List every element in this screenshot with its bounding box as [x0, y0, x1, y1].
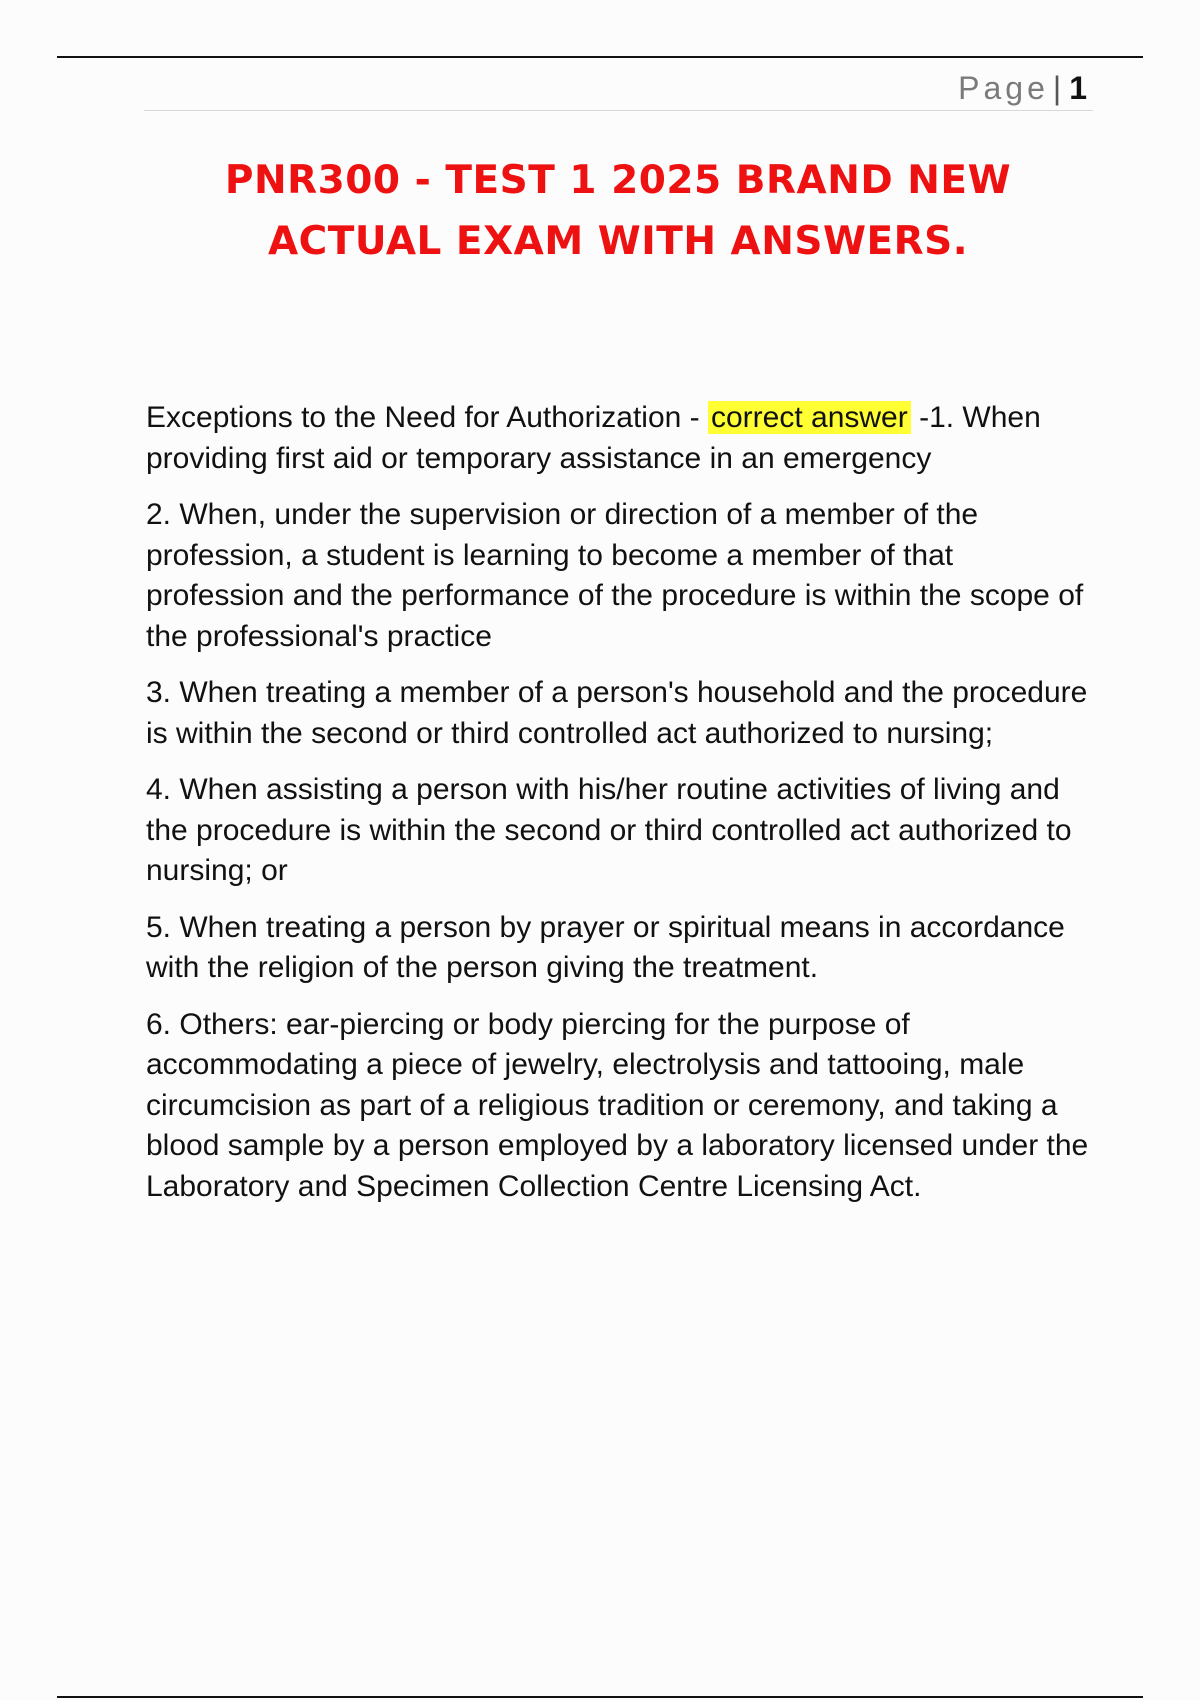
- page-label: Page: [958, 70, 1049, 106]
- answer-item-1: -1. When providing first aid or temporary assistance in an emergency: [146, 401, 1041, 475]
- question-paragraph: [146, 398, 1096, 479]
- answer-item-5: 5. When treating a person by prayer or spiritual means in accordance with the religion of the person giving the treatment.: [146, 910, 1065, 984]
- page-header: [144, 66, 1093, 111]
- bottom-rule: [57, 1696, 1143, 1698]
- document-title: [120, 150, 1116, 272]
- top-rule: [57, 56, 1143, 58]
- answer-item-4: 4. When assisting a person with his/her routine activities of living and the procedure is within the second or third controlled act authorized to nursing; or: [146, 773, 1072, 887]
- page-number: [958, 70, 1087, 107]
- title-line-2: ACTUAL EXAM WITH ANSWERS.: [267, 219, 969, 264]
- title-line-1: PNR300 - TEST 1 2025 BRAND NEW: [224, 158, 1012, 203]
- answer-item-3: 3. When treating a member of a person's household and the procedure is within the second or third controlled act authorized to nursing;: [146, 676, 1088, 750]
- page-separator: |: [1052, 70, 1062, 106]
- answer-item-2: 2. When, under the supervision or direction of a member of the profession, a student is learning to become a member of that profession and the performance of the procedure is within the scope of the professional's practice: [146, 498, 1084, 653]
- answer-item-6: 6. Others: ear-piercing or body piercing for the purpose of accommodating a piece of jewelry, electrolysis and tattooing, male circumcision as part of a religious tradition or ceremony, and taking a blood sample by a person employed by a laboratory licensed under the Laboratory and Specimen Collection Centre Licensing Act.: [146, 1007, 1089, 1203]
- correct-answer-highlight: correct answer: [708, 401, 911, 434]
- page-number-value: 1: [1069, 70, 1087, 106]
- question-body: [146, 398, 1096, 1223]
- question-prompt: Exceptions to the Need for Authorization -: [146, 401, 700, 434]
